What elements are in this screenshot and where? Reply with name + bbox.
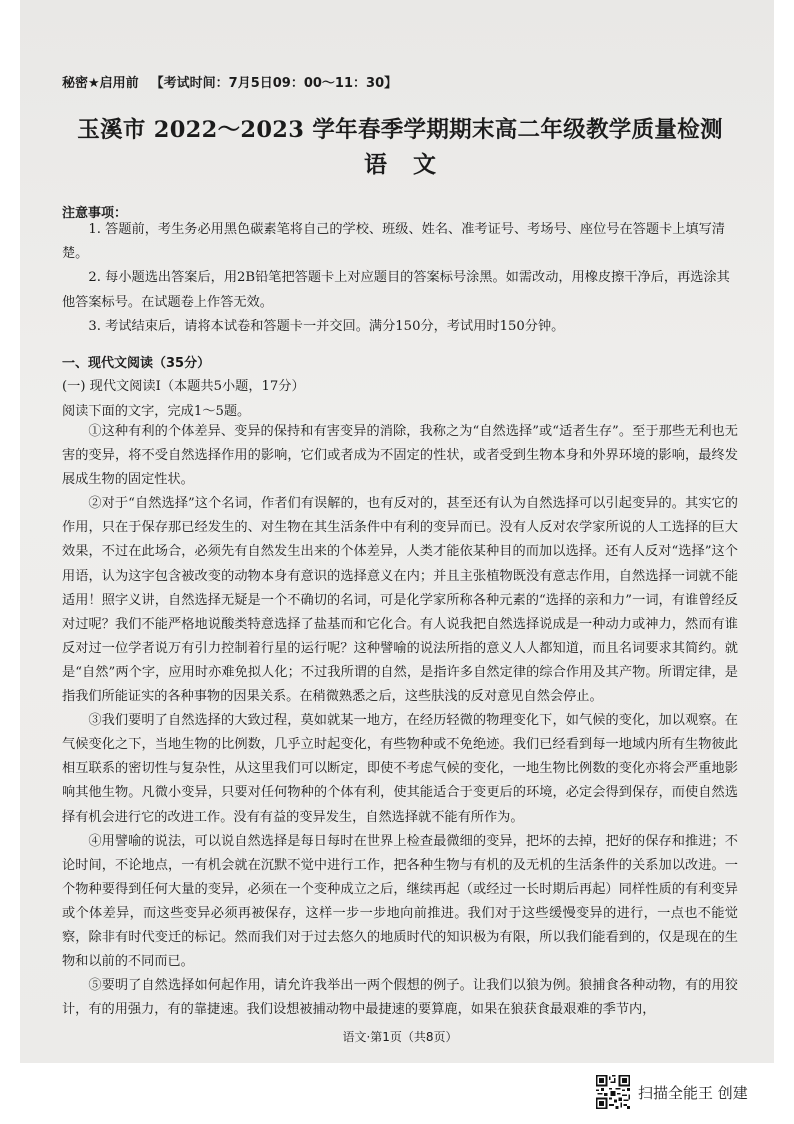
section-subheading: (一) 现代文阅读Ⅰ（本题共5小题，17分） xyxy=(62,379,305,394)
note-item: 1. 答题前，考生务必用黑色碳素笔将自己的学校、班级、姓名、准考证号、考场号、座位号在答题卡上填写清楚。 xyxy=(62,222,725,262)
scanner-label: 扫描全能王 创建 xyxy=(638,1083,748,1102)
scanner-watermark xyxy=(596,1074,786,1110)
secret-label: 秘密★启用前 xyxy=(62,76,139,91)
page-footer: 语文·第1页（共8页） xyxy=(342,1030,458,1044)
notes-list xyxy=(62,218,738,339)
passage-paragraph: ③我们要明了自然选择的大致过程，莫如就某一地方，在经历轻微的物理变化下，如气候的变化，加以观察。在气候变化之下，当地生物的比例数，几乎立时起变化，有些物种或不免绝迹。我们已经看到每一地域内所有生物彼此相互联系的密切性与复杂性，从这里我们可以断定，即使不考虑气候的变化，一地生物比例数的变化亦将会严重地影响其他生物。凡微小变异，只要对任何物种的个体有利，使其能适合于变更后的环境，必定会得到保存，而使自然选择有机会进行它的改进工作。没有有益的变异发生，自然选择就不能有所作为。 xyxy=(62,713,738,825)
passage-paragraph: ⑤要明了自然选择如何起作用，请允许我举出一两个假想的例子。让我们以狼为例。狼捕食各种动物，有的用狡计，有的用强力，有的靠捷速。我们设想被捕动物中最捷速的要算鹿，如果在狼获食最艰难的季节内， xyxy=(62,978,738,1018)
reading-instruction: 阅读下面的文字，完成1～5题。 xyxy=(62,404,251,419)
section-heading: 一、现代文阅读（35分） xyxy=(62,356,211,371)
passage-paragraph: ②对于“自然选择”这个名词，作者们有误解的，也有反对的，甚至还有认为自然选择可以引起变异的。其实它的作用，只在于保存那已经发生的、对生物在其生活条件中有利的变异而已。没有人反对农学家所说的人工选择的巨大效果，不过在此场合，必须先有自然发生出来的个体差异，人类才能依某种目的而加以选择。还有人反对“选择”这个用语，认为这字包含被改变的动物本身有意识的选择意义在内；并且主张植物既没有意志作用，自然选择一词就不能适用！照字义讲，自然选择无疑是一个不确切的名词，可是化学家所称各种元素的“选择的亲和力”一词，有谁曾经反对过呢？我们不能严格地说酸类特意选择了盐基而和它化合。有人说我把自然选择说成是一种动力或神力，然而有谁反对过一位学者说万有引力控制着行星的运行呢？这种譬喻的说法所指的意义人人都知道，而且名词要求其简约。就是“自然”两个字，应用时亦难免拟人化；不过我所谓的自然，是指许多自然定律的综合作用及其产物。所谓定律，是指我们所能证实的各种事物的因果关系。在稍微熟悉之后，这些肤浅的反对意见自然会停止。 xyxy=(62,496,738,705)
confidential-header xyxy=(62,72,397,91)
note-item: 3. 考试结束后，请将本试卷和答题卡一并交回。满分150分，考试用时150分钟。 xyxy=(88,318,565,334)
exam-page xyxy=(20,0,774,1063)
note-item: 2. 每小题选出答案后，用2B铅笔把答题卡上对应题目的答案标号涂黑。如需改动，用橡皮擦干净后，再选涂其他答案标号。在试题卷上作答无效。 xyxy=(62,270,730,310)
subject-title: 语文 xyxy=(364,151,462,178)
qr-code-icon xyxy=(596,1075,630,1109)
passage-paragraph: ①这种有利的个体差异、变异的保持和有害变异的消除，我称之为“自然选择”或“适者生存”。至于那些无利也无害的变异，将不受自然选择作用的影响，它们或者成为不固定的性状，或者受到生物本身和外界环境的影响，最终发展成生物的固定性状。 xyxy=(62,424,738,488)
passage-paragraph: ④用譬喻的说法，可以说自然选择是每日每时在世界上检查最微细的变异，把坏的去掉，把好的保存和推进；不论时间，不论地点，一有机会就在沉默不觉中进行工作，把各种生物与有机的及无机的生活条件的关系加以改进。一个物种要得到任何大量的变异，必须在一个变种成立之后，继续再起（或经过一长时期后再起）同样性质的有利变异或个体差异，而这些变异必须再被保存，这样一步一步地向前推进。我们对于这些缓慢变异的进行，一点也不能觉察，除非有时代变迁的标记。然而我们对于过去悠久的地质时代的知识极为有限，所以我们能看到的，仅是现在的生物和以前的不同而已。 xyxy=(62,833,738,970)
reading-passage xyxy=(62,420,738,1022)
exam-time: 【考试时间：7月5日09：00～11：30】 xyxy=(150,76,398,91)
notes-heading: 注意事项： xyxy=(62,206,128,221)
exam-title: 玉溪市 2022～2023 学年春季学期期末高二年级教学质量检测 xyxy=(77,117,723,143)
